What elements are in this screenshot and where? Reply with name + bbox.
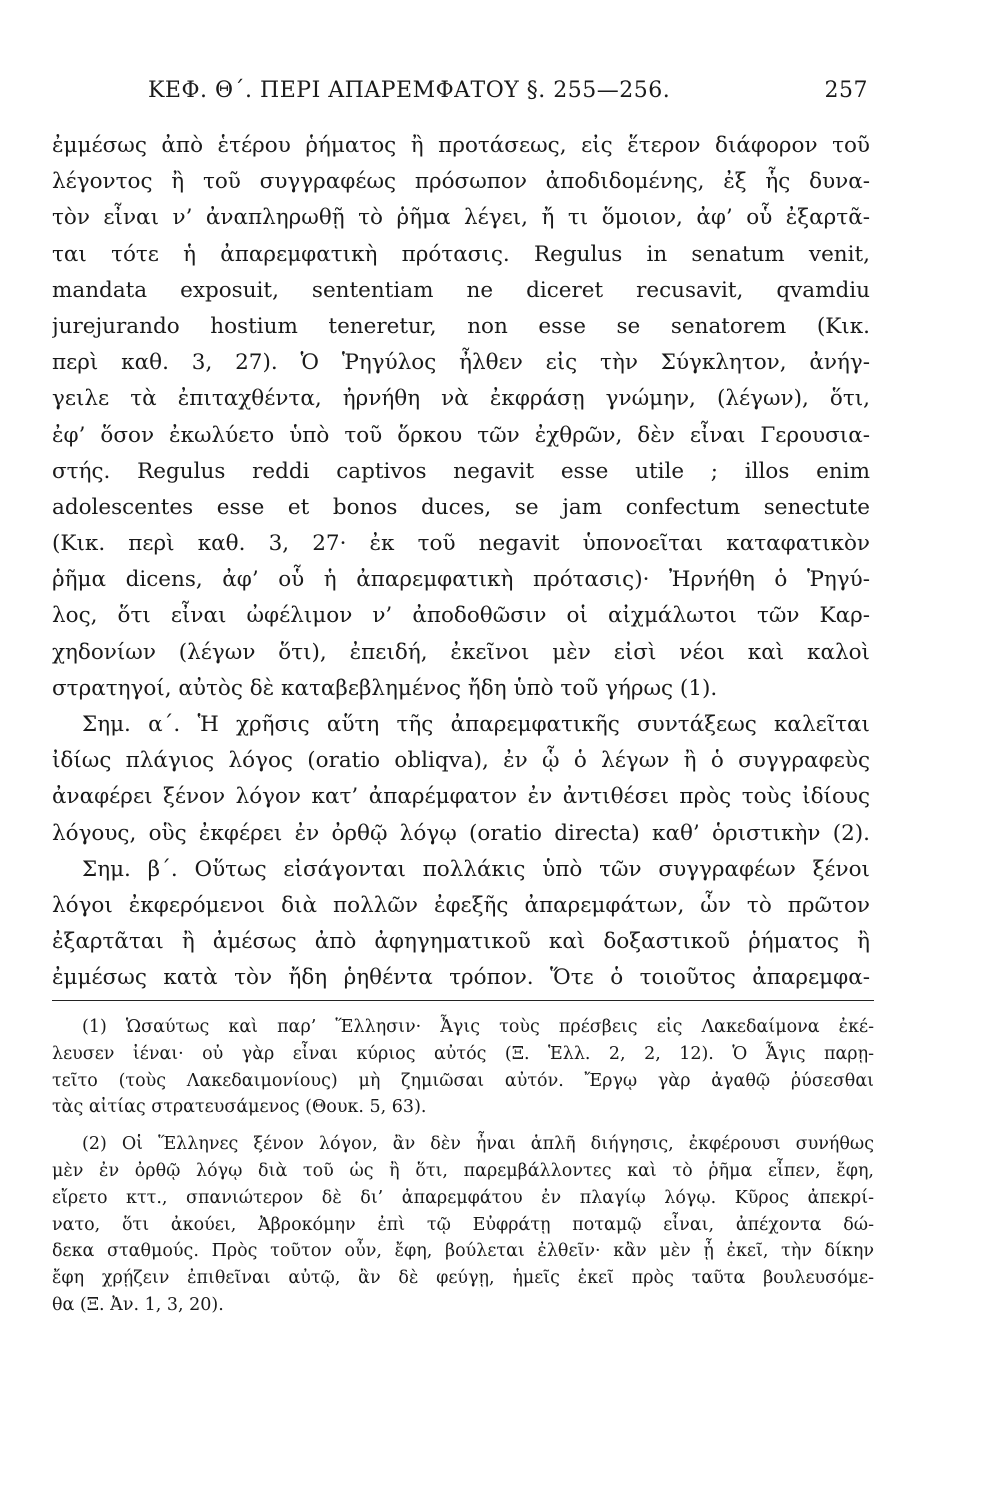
note-paragraph-start: Σημ. β΄. Οὕτως εἰσάγονται πολλάκις ὑπὸ τῶν συγγραφέων ξένοι bbox=[82, 856, 870, 882]
running-header bbox=[148, 78, 868, 103]
text-line: χηδονίων (λέγων ὅτι), ἐπειδή, ἐκεῖνοι μὲν εἰσὶ νέοι καὶ καλοὶ bbox=[52, 639, 870, 665]
text-line: ται τότε ἡ ἀπαρεμφατικὴ πρότασις. Regulus in senatum venit, bbox=[52, 241, 870, 267]
text-line: jurejurando hostium teneretur, non esse se senatorem (Κικ. bbox=[52, 313, 870, 339]
footnote-divider bbox=[52, 1000, 874, 1001]
footnote-2: (2) Οἱ Ἕλληνες ξένον λόγον, ἂν δὲν ἦναι ἁπλῆ διήγησις, ἐκφέρουσι συνήθως bbox=[82, 1134, 874, 1155]
text-line: ἐμμέσως κατὰ τὸν ἤδη ῥηθέντα τρόπον. Ὅτε ὁ τοιοῦτος ἀπαρεμφα- bbox=[52, 965, 870, 991]
footnote-line: ἔφη χρῄζειν ἐπιθεῖναι αὐτῷ, ἂν δὲ φεύγῃ, ἡμεῖς ἐκεῖ πρὸς ταῦτα βουλευσόμε- bbox=[52, 1268, 874, 1289]
text-line: adolescentes esse et bonos duces, se jam confectum senectute bbox=[52, 494, 870, 520]
text-line: τὸν εἶναι ν’ ἀναπληρωθῇ τὸ ῥῆμα λέγει, ἤ τι ὅμοιον, ἀφ’ οὗ ἐξαρτᾶ- bbox=[52, 205, 870, 231]
text-line: λέγοντος ἢ τοῦ συγγραφέως πρόσωπον ἀποδιδομένης, ἐξ ἧς δυνα- bbox=[52, 169, 870, 195]
text-line: γειλε τὰ ἐπιταχθέντα, ἠρνήθη νὰ ἐκφράσῃ γνώμην, (λέγων), ὅτι, bbox=[52, 386, 870, 412]
footnote-line: μὲν ἐν ὀρθῷ λόγῳ διὰ τοῦ ὡς ἢ ὅτι, παρεμβάλλοντες καὶ τὸ ῥῆμα εἶπεν, ἔφη, bbox=[52, 1160, 874, 1181]
text-line: ἰδίως πλάγιος λόγος (oratio obliqva), ἐν ᾧ ὁ λέγων ἢ ὁ συγγραφεὺς bbox=[52, 748, 870, 774]
footnote-1: (1) Ὡσαύτως καὶ παρ’ Ἕλλησιν· Ἆγις τοὺς πρέσβεις εἰς Λακεδαίμονα ἐκέ- bbox=[82, 1017, 874, 1037]
text-line: ἐξαρτᾶται ἢ ἀμέσως ἀπὸ ἀφηγηματικοῦ καὶ δοξαστικοῦ ῥήματος ἢ bbox=[52, 929, 870, 955]
footnote-line: εἴρετο κττ., σπανιώτερον δὲ δι’ ἀπαρεμφάτου ἐν πλαγίῳ λόγῳ. Κῦρος ἀπεκρί- bbox=[52, 1187, 874, 1208]
text-line: ἐφ’ ὅσον ἐκωλύετο ὑπὸ τοῦ ὅρκου τῶν ἐχθρῶν, δὲν εἶναι Γερουσια- bbox=[52, 422, 870, 448]
footnote-line: τεῖτο (τοὺς Λακεδαιμονίους) μὴ ζημιῶσαι αὐτόν. Ἔργῳ γὰρ ἀγαθῷ ῥύσεσθαι bbox=[52, 1070, 874, 1091]
footnote-line: θα (Ξ. Ἀν. 1, 3, 20). bbox=[52, 1294, 224, 1315]
footnote-line: τὰς αἰτίας στρατευσάμενος (Θουκ. 5, 63). bbox=[52, 1097, 427, 1118]
footnote-line: νατο, ὅτι ἀκούει, Ἀβροκόμην ἐπὶ τῷ Εὐφράτῃ ποταμῷ εἶναι, ἀπέχοντα δώ- bbox=[52, 1214, 874, 1235]
text-line: στής. Regulus reddi captivos negavit esse utile ; illos enim bbox=[52, 458, 870, 484]
footnote-line: δεκα σταθμούς. Πρὸς τοῦτον οὖν, ἔφη, βούλεται ἐλθεῖν· κἂν μὲν ᾖ ἐκεῖ, τὴν δίκην bbox=[52, 1241, 874, 1262]
footnotes bbox=[52, 1014, 874, 1319]
main-text bbox=[52, 128, 870, 997]
text-line: περὶ καθ. 3, 27). Ὁ Ῥηγύλος ἦλθεν εἰς τὴν Σύγκλητον, ἀνήγ- bbox=[52, 350, 870, 376]
footnote-line: λευσεν ἰέναι· οὐ γὰρ εἶναι κύριος αὐτός (Ξ. Ἑλλ. 2, 2, 12). Ὁ Ἆγις παρῃ- bbox=[52, 1043, 874, 1064]
note-paragraph-start: Σημ. α΄. Ἡ χρῆσις αὕτη τῆς ἀπαρεμφατικῆς συντάξεως καλεῖται bbox=[82, 712, 870, 737]
text-line: λόγοι ἐκφερόμενοι διὰ πολλῶν ἐφεξῆς ἀπαρεμφάτων, ὧν τὸ πρῶτον bbox=[52, 892, 870, 918]
text-line: ἐμμέσως ἀπὸ ἑτέρου ῥήματος ἢ προτάσεως, εἰς ἕτερον διάφορον τοῦ bbox=[52, 133, 870, 158]
text-line: στρατηγοί, αὐτὸς δὲ καταβεβλημένος ἤδη ὑπὸ τοῦ γήρως (1). bbox=[52, 675, 718, 701]
text-line: mandata exposuit, sententiam ne diceret recusavit, qvamdiu bbox=[52, 277, 870, 303]
chapter-heading: ΚΕΦ. Θ΄. ΠΕΡΙ ΑΠΑΡΕΜΦΑΤΟΥ §. 255—256. bbox=[148, 78, 671, 103]
text-line: λόγους, οὓς ἐκφέρει ἐν ὀρθῷ λόγῳ (oratio directa) καθ’ ὁριστικὴν (2). bbox=[52, 820, 870, 846]
text-line: ἀναφέρει ξένον λόγον κατ’ ἀπαρέμφατον ἐν ἀντιθέσει πρὸς τοὺς ἰδίους bbox=[52, 784, 870, 810]
page-number: 257 bbox=[824, 78, 868, 103]
text-line: λος, ὅτι εἶναι ὠφέλιμον ν’ ἀποδοθῶσιν οἱ αἰχμάλωτοι τῶν Καρ- bbox=[52, 603, 870, 629]
text-line: ῥῆμα dicens, ἀφ’ οὗ ἡ ἀπαρεμφατικὴ πρότασις)· Ἠρνήθη ὁ Ῥηγύ- bbox=[52, 567, 870, 593]
text-line: (Κικ. περὶ καθ. 3, 27· ἐκ τοῦ negavit ὑπονοεῖται καταφατικὸν bbox=[52, 531, 870, 557]
